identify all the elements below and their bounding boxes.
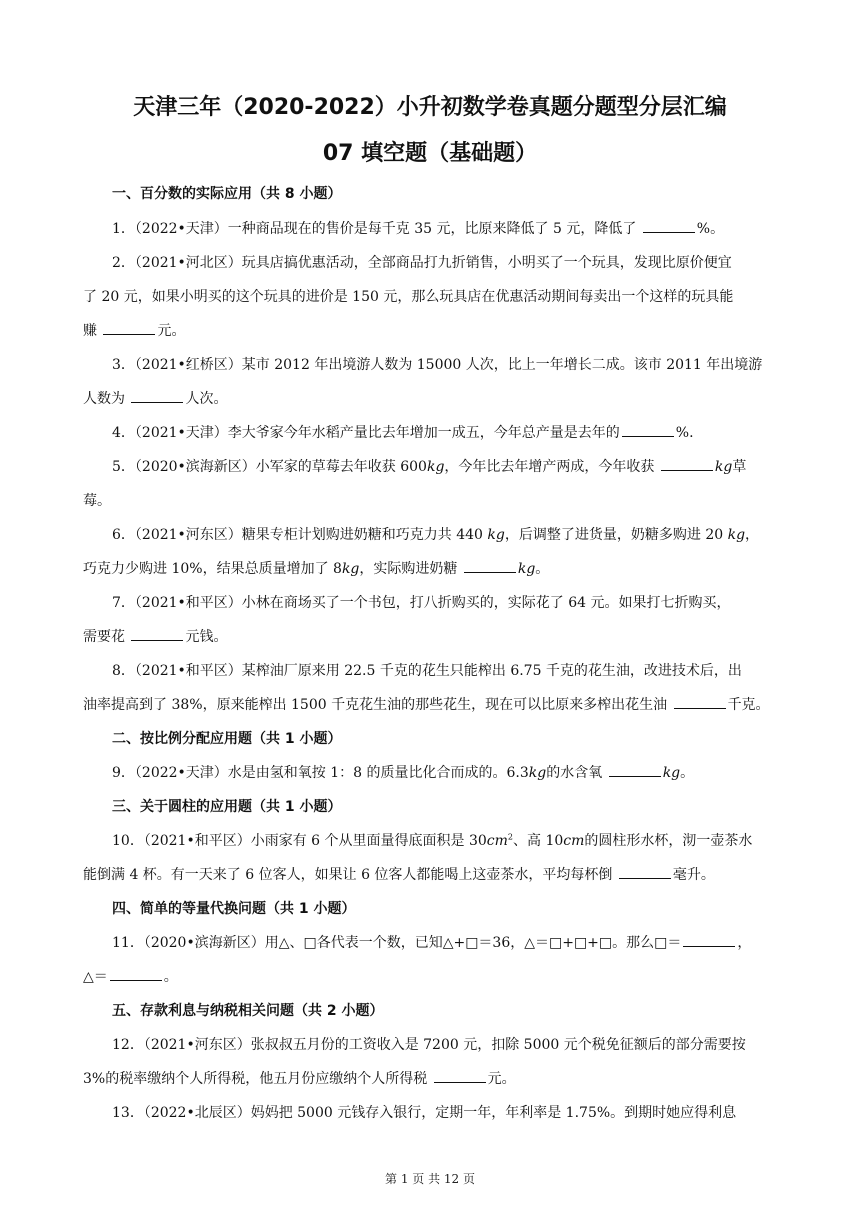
question-text: 元。: [157, 323, 186, 339]
question-text: 元。: [487, 1071, 516, 1087]
question-2-line-2: 了 20 元，如果小明买的这个玩具的进价是 150 元，那么玩具店在优惠活动期间每卖出一个这样的玩具能: [83, 289, 734, 305]
question-text: %.: [675, 425, 694, 441]
question-5-line-1: [112, 456, 746, 476]
answer-blank: [643, 218, 695, 233]
answer-blank: [609, 762, 661, 777]
question-text: 。: [680, 765, 695, 781]
question-5-line-2: 莓。: [83, 493, 111, 509]
question-text: 。: [163, 969, 178, 985]
question-7-line-2: [83, 626, 227, 646]
question-text: 赚: [83, 323, 97, 339]
question-text: 毫升。: [672, 867, 715, 883]
question-1: [112, 218, 724, 238]
question-text: 人数为: [83, 391, 125, 407]
section-heading-4: 四、简单的等量代换问题（共 1 小题）: [112, 901, 356, 917]
question-4: [112, 422, 694, 442]
question-3-line-1: 3．（2021•红桥区）某市 2012 年出境游人数为 15000 人次，比上一年增长二成。该市 2011 年出境游: [112, 357, 763, 373]
question-text: 草: [732, 459, 747, 475]
question-text: 5．（2020•滨海新区）小军家的草莓去年收获 600: [112, 459, 427, 475]
unit-kg: kg: [727, 527, 746, 543]
question-9: [112, 762, 694, 782]
question-text: 、高 10: [513, 833, 564, 849]
answer-blank: [131, 388, 183, 403]
question-2-line-1: 2．（2021•河北区）玩具店搞优惠活动，全部商品打九折销售，小明买了一个玩具，发现比原价便宜: [112, 255, 732, 271]
question-12-line-1: 12．（2021•河东区）张叔叔五月份的工资收入是 7200 元，扣除 5000 元个税免征额后的部分需要按: [112, 1037, 746, 1053]
question-13-line-1: 13．（2022•北辰区）妈妈把 5000 元钱存入银行，定期一年，年利率是 1.75%。到期时她应得利息: [112, 1105, 737, 1121]
question-text: 的圆柱形水杯，沏一壶茶水: [584, 833, 753, 849]
page-subtitle: 07 填空题（基础题）: [322, 141, 538, 166]
section-heading-3: 三、关于圆柱的应用题（共 1 小题）: [112, 799, 342, 815]
question-12-line-2: [83, 1068, 516, 1088]
question-8-line-2: [83, 694, 770, 714]
question-text: 。: [535, 561, 550, 577]
section-heading-1: 一、百分数的实际应用（共 8 小题）: [112, 186, 342, 202]
question-text: ，实际购进奶糖: [359, 561, 458, 577]
unit-kg: kg: [528, 765, 547, 781]
unit-kg: kg: [714, 459, 733, 475]
question-8-line-1: 8．（2021•和平区）某榨油厂原来用 22.5 千克的花生只能榨出 6.75 千克的花生油，改进技术后，出: [112, 663, 742, 679]
superscript: 2: [507, 832, 513, 842]
answer-blank: [103, 320, 155, 335]
question-10-line-1: [112, 830, 752, 850]
question-text: 需要花: [83, 629, 125, 645]
question-text: △＝: [83, 969, 108, 985]
question-11-line-1: [112, 932, 751, 952]
section-heading-5: 五、存款利息与纳税相关问题（共 2 小题）: [112, 1003, 384, 1019]
answer-blank: [131, 626, 183, 641]
question-text: 元钱。: [185, 629, 228, 645]
question-text: 11．（2020•滨海新区）用△、□各代表一个数，已知△+□＝36，△＝□+□+□。那么□＝: [112, 935, 682, 951]
question-text: ，: [737, 935, 752, 951]
question-text: ，后调整了进货量，奶糖多购进 20: [504, 527, 728, 543]
answer-blank: [434, 1068, 486, 1083]
unit-kg: kg: [662, 765, 681, 781]
answer-blank: [661, 456, 713, 471]
question-text: 1．（2022•天津）一种商品现在的售价是每千克 35 元，比原来降低了 5 元，降低了: [112, 221, 637, 237]
page-title: 天津三年（2020-2022）小升初数学卷真题分题型分层汇编: [133, 95, 727, 120]
question-text: 4．（2021•天津）李大爷家今年水稻产量比去年增加一成五，今年总产量是去年的: [112, 425, 620, 441]
answer-blank: [674, 694, 726, 709]
question-text: 能倒满 4 杯。有一天来了 6 位客人，如果让 6 位客人都能喝上这壶茶水，平均每杯倒: [83, 867, 613, 883]
answer-blank: [683, 932, 735, 947]
question-11-line-2: [83, 966, 178, 986]
answer-blank: [619, 864, 671, 879]
answer-blank: [110, 966, 162, 981]
question-text: 油率提高到了 38%，原来能榨出 1500 千克花生油的那些花生，现在可以比原来多榨出花生油: [83, 697, 668, 713]
question-text: 巧克力少购进 10%，结果总质量增加了 8: [83, 561, 342, 577]
answer-blank: [464, 558, 516, 573]
question-10-line-2: [83, 864, 715, 884]
section-heading-2: 二、按比例分配应用题（共 1 小题）: [112, 731, 342, 747]
question-text: 千克。: [727, 697, 770, 713]
question-text: ，今年比去年增产两成，今年收获: [444, 459, 655, 475]
question-text: %。: [696, 221, 725, 237]
unit-cm: cm: [563, 833, 585, 849]
question-7-line-1: 7．（2021•和平区）小林在商场买了一个书包，打八折购买的，实际花了 64 元。如果打七折购买，: [112, 595, 731, 611]
question-2-line-3: [83, 320, 185, 340]
question-text: 9．（2022•天津）水是由氢和氧按 1：8 的质量比化合而成的。6.3: [112, 765, 529, 781]
unit-kg: kg: [341, 561, 360, 577]
unit-kg: kg: [487, 527, 505, 543]
question-3-line-2: [83, 388, 227, 408]
page-footer: 第 1 页 共 12 页: [385, 1172, 475, 1186]
question-6-line-1: [112, 524, 759, 544]
answer-blank: [622, 422, 674, 437]
question-text: 的水含氧: [546, 765, 603, 781]
question-6-line-2: [83, 558, 549, 578]
question-text: 人次。: [185, 391, 228, 407]
unit-kg: kg: [517, 561, 536, 577]
question-text: ，: [745, 527, 760, 543]
question-text: 6．（2021•河东区）糖果专柜计划购进奶糖和巧克力共 440: [112, 527, 488, 543]
question-text: 10．（2021•和平区）小雨家有 6 个从里面量得底面积是 30: [112, 833, 487, 849]
unit-kg: kg: [426, 459, 445, 475]
unit-cm: cm: [486, 833, 508, 849]
question-text: 3%的税率缴纳个人所得税，他五月份应缴纳个人所得税: [83, 1071, 428, 1087]
